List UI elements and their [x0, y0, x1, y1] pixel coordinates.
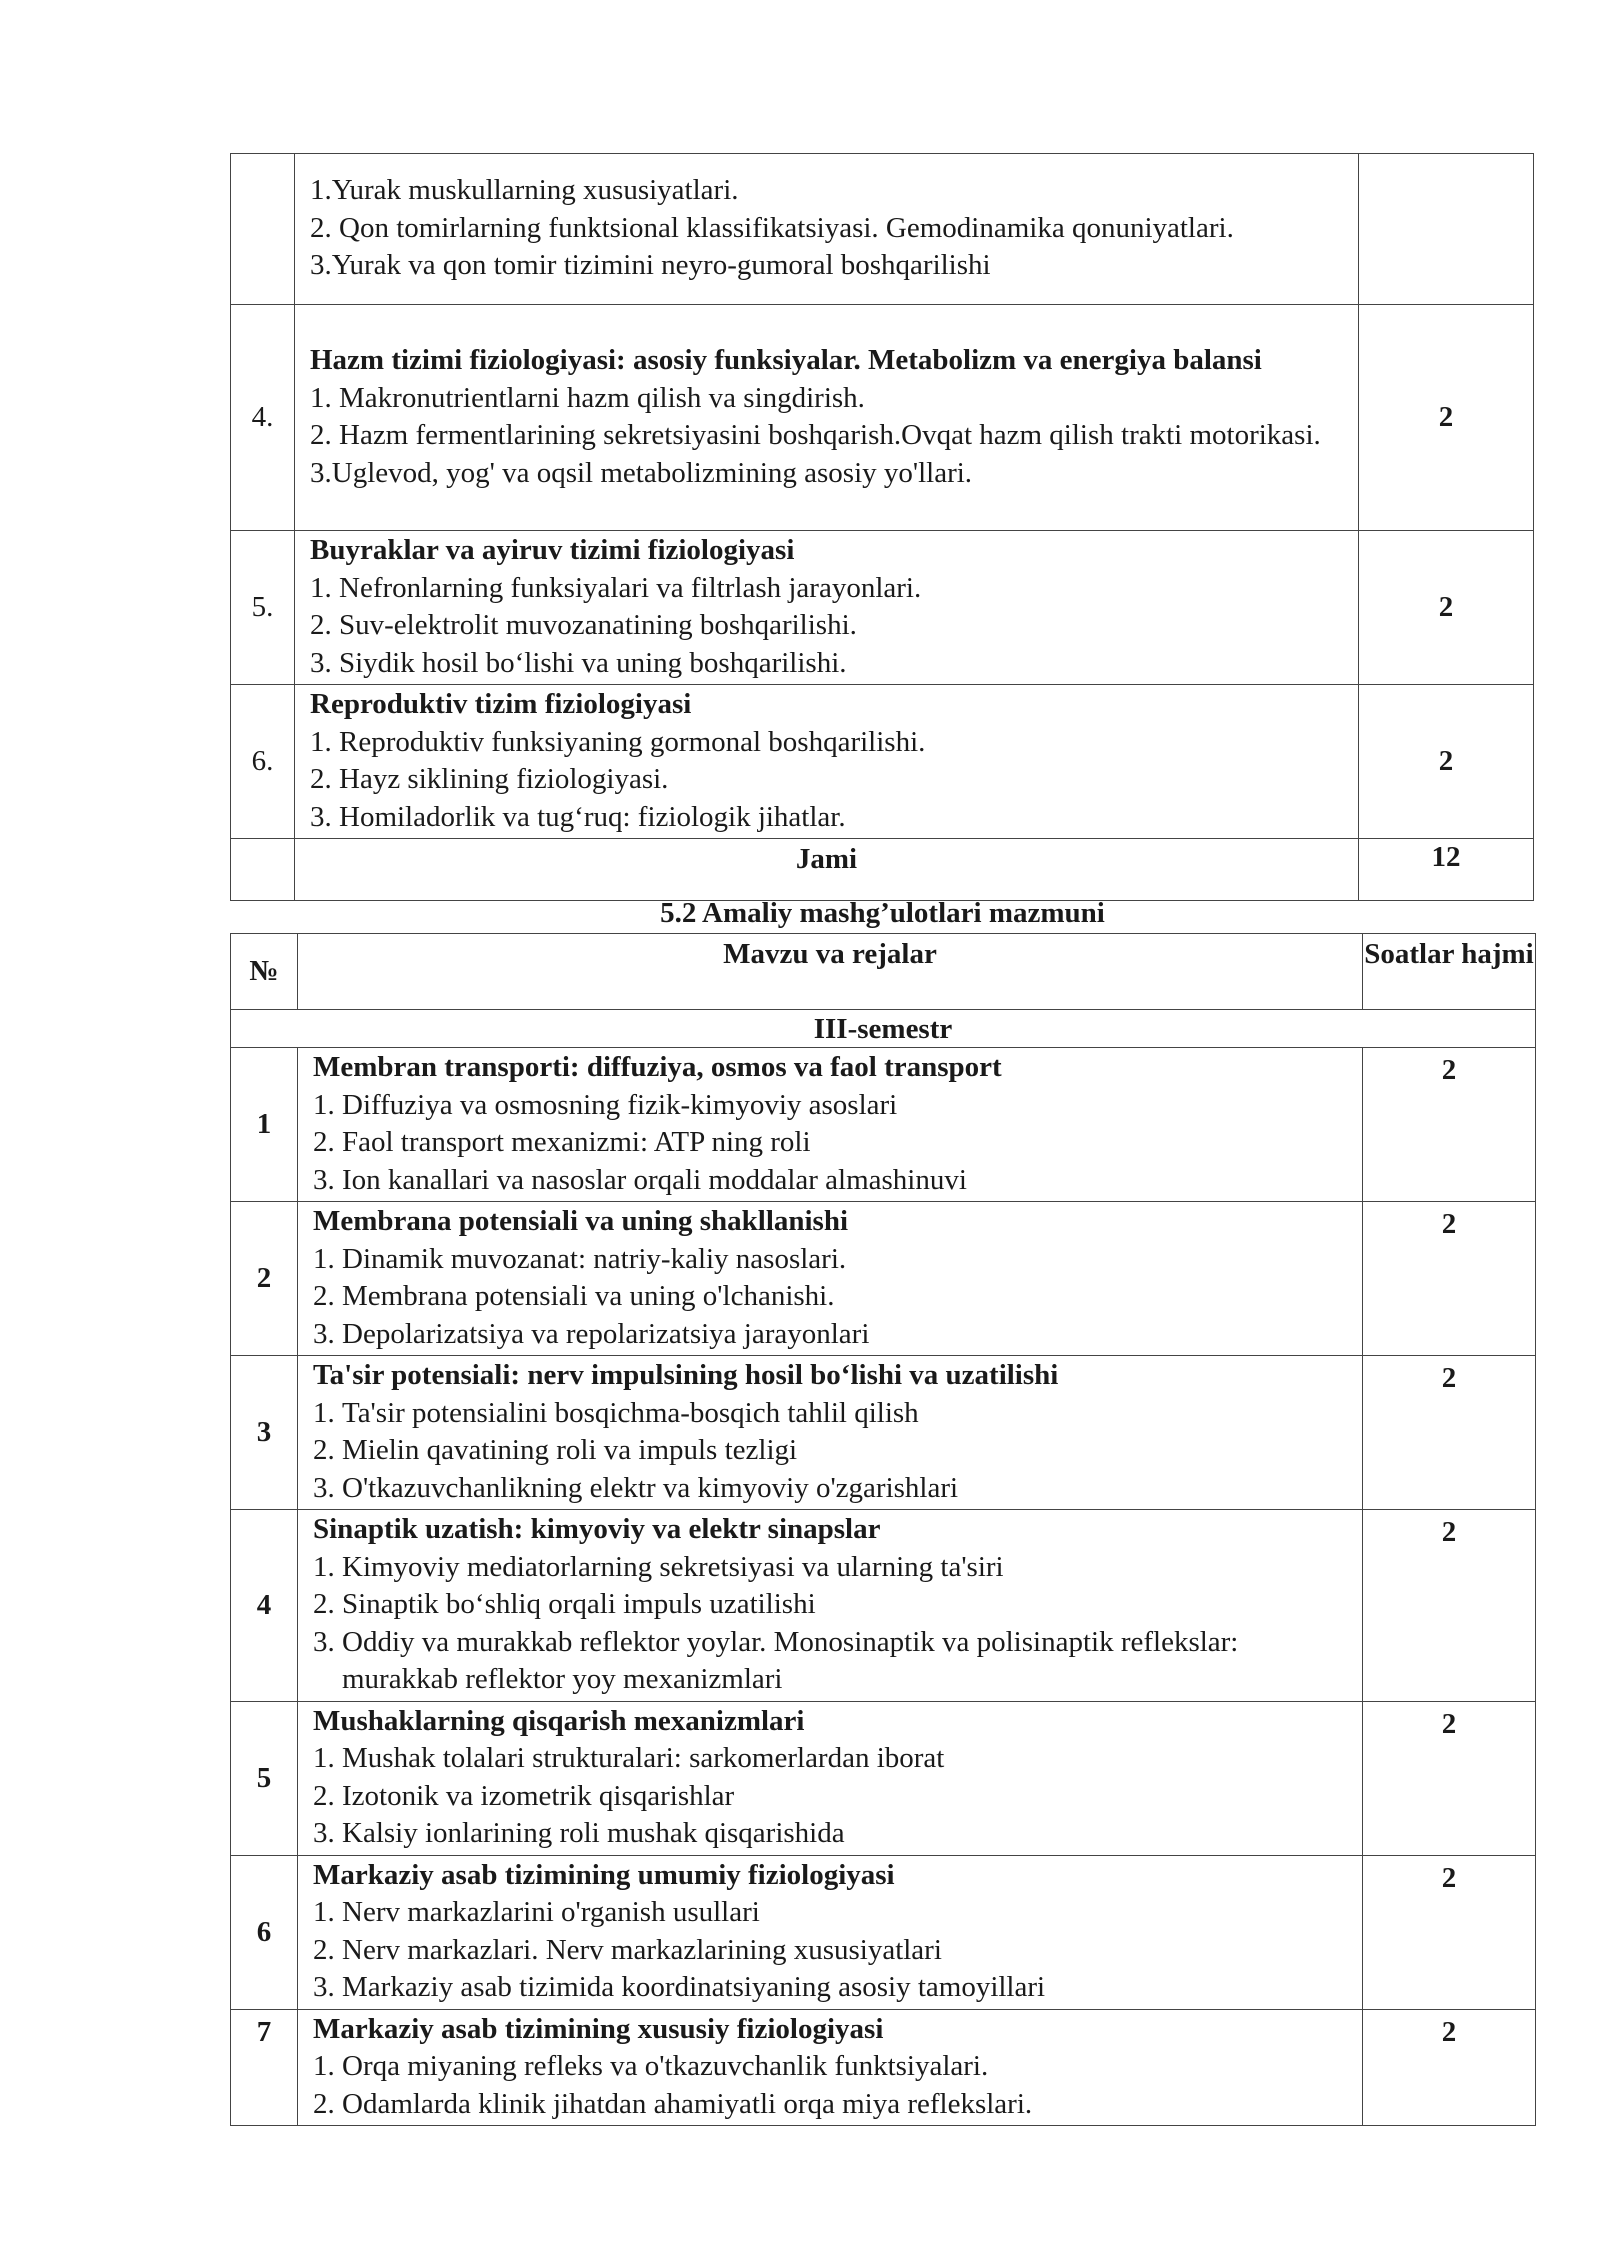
- header-topic: Mavzu va rejalar: [298, 934, 1363, 1010]
- list-item: 3. Kalsiy ionlarining roli mushak qisqarishida: [313, 1817, 845, 1849]
- hours-cell: 2: [1363, 1356, 1536, 1510]
- topic-cell: [298, 1356, 1363, 1510]
- list-item: 1. Orqa miyaning refleks va o'tkazuvchanlik funktsiyalari.: [313, 2050, 989, 2082]
- total-row: [231, 839, 1534, 901]
- header-row: [231, 934, 1536, 1010]
- topic-cell: [298, 1701, 1363, 1855]
- list-item: 2. Nerv markazlari. Nerv markazlarining xususiyatlari: [313, 1933, 942, 1966]
- topic-cell: [298, 1048, 1363, 1202]
- section-caption: 5.2 Amaliy mashg’ulotlari mazmuni: [660, 897, 1105, 929]
- list-item: 1.Yurak muskullarning xususiyatlari.: [310, 174, 739, 207]
- row-number: 5: [231, 1701, 298, 1855]
- hours-cell: 2: [1359, 685, 1534, 839]
- lecture-topics-table: [230, 153, 1534, 901]
- list-item: 3. Siydik hosil bo‘lishi va uning boshqarilishi.: [310, 646, 847, 679]
- topic-title: Hazm tizimi fiziologiyasi: asosiy funksiyalar. Metabolizm va energiya balansi: [310, 344, 1262, 376]
- row-number: 3: [231, 1356, 298, 1510]
- header-hours: Soatlar hajmi: [1363, 934, 1536, 1010]
- topic-title: Ta'sir potensiali: nerv impulsining hosil bo‘lishi va uzatilishi: [313, 1359, 1059, 1391]
- hours-cell: 2: [1363, 1701, 1536, 1855]
- empty-cell: [231, 839, 295, 901]
- topic-title: Mushaklarning qisqarish mexanizmlari: [313, 1704, 805, 1737]
- row-number: 6: [231, 1855, 298, 2009]
- table-row: [231, 1048, 1536, 1202]
- hours-cell: 2: [1363, 1202, 1536, 1356]
- semester-row: [231, 1010, 1536, 1048]
- row-number: 6.: [231, 685, 295, 839]
- hours-cell: 2: [1359, 305, 1534, 531]
- list-item: 2. Faol transport mexanizmi: ATP ning roli: [313, 1126, 811, 1158]
- topic-cell: [295, 154, 1359, 305]
- table-row: [231, 531, 1534, 685]
- header-number: №: [231, 934, 298, 1010]
- topic-cell: [298, 1855, 1363, 2009]
- topic-cell: [295, 685, 1359, 839]
- row-number: 7: [231, 2009, 298, 2126]
- list-item: 1. Reproduktiv funksiyaning gormonal boshqarilishi.: [310, 725, 926, 758]
- topic-title: Reproduktiv tizim fiziologiyasi: [310, 688, 692, 720]
- table-row: [231, 685, 1534, 839]
- row-number: [231, 154, 295, 305]
- list-item: 2. Odamlarda klinik jihatdan ahamiyatli orqa miya reflekslari.: [313, 2087, 1033, 2120]
- list-item: 2. Suv-elektrolit muvozanatining boshqarilishi.: [310, 609, 857, 641]
- list-item: 3. Oddiy va murakkab reflektor yoylar. Monosinaptik va polisinaptik reflekslar: murakkab reflektor yoy mexanizmlari: [313, 1625, 1239, 1695]
- row-number: 2: [231, 1202, 298, 1356]
- list-item: 1. Nerv markazlarini o'rganish usullari: [313, 1896, 760, 1928]
- list-item: 3. Homiladorlik va tug‘ruq: fiziologik jihatlar.: [310, 800, 846, 833]
- row-number: 1: [231, 1048, 298, 1202]
- total-label: Jami: [295, 839, 1359, 901]
- practical-topics-table: [230, 933, 1536, 2126]
- list-item: 2. Izotonik va izometrik qisqarishlar: [313, 1779, 735, 1812]
- table-row: [231, 305, 1534, 531]
- list-item: 2. Hazm fermentlarining sekretsiyasini boshqarish.Ovqat hazm qilish trakti motorikasi.: [310, 419, 1321, 451]
- list-item: 1. Kimyoviy mediatorlarning sekretsiyasi va ularning ta'siri: [313, 1550, 1004, 1583]
- list-item: 1. Mushak tolalari strukturalari: sarkomerlardan iborat: [313, 1742, 945, 1774]
- list-item: 3. Depolarizatsiya va repolarizatsiya jarayonlari: [313, 1317, 870, 1350]
- topic-cell: [298, 1202, 1363, 1356]
- list-item: 3.Yurak va qon tomir tizimini neyro-gumoral boshqarilishi: [310, 249, 991, 282]
- hours-cell: [1359, 154, 1534, 305]
- table-row: [231, 1701, 1536, 1855]
- list-item: 2. Hayz siklining fiziologiyasi.: [310, 763, 669, 795]
- table-row: [231, 2009, 1536, 2126]
- topic-title: Markaziy asab tizimining umumiy fiziologiyasi: [313, 1858, 895, 1891]
- list-item: 2. Mielin qavatining roli va impuls tezligi: [313, 1434, 798, 1466]
- table-row: [231, 154, 1534, 305]
- hours-cell: 2: [1359, 531, 1534, 685]
- topic-cell: [298, 2009, 1363, 2126]
- list-item: 3. Markaziy asab tizimida koordinatsiyaning asosiy tamoyillari: [313, 1971, 1046, 2003]
- topic-cell: [298, 1510, 1363, 1702]
- table-row: [231, 1510, 1536, 1702]
- list-item: 1. Makronutrientlarni hazm qilish va singdirish.: [310, 381, 865, 414]
- topic-title: Membran transporti: diffuziya, osmos va faol transport: [313, 1051, 1002, 1083]
- hours-cell: 2: [1363, 1855, 1536, 2009]
- topic-title: Sinaptik uzatish: kimyoviy va elektr sinapslar: [313, 1513, 881, 1545]
- table-row: [231, 1855, 1536, 2009]
- list-item: 2. Sinaptik bo‘shliq orqali impuls uzatilishi: [313, 1588, 816, 1620]
- table-row: [231, 1356, 1536, 1510]
- list-item: 1. Ta'sir potensialini bosqichma-bosqich tahlil qilish: [313, 1396, 919, 1429]
- semester-label: III-semestr: [231, 1010, 1536, 1048]
- list-item: 3. Ion kanallari va nasoslar orqali moddalar almashinuvi: [313, 1163, 967, 1196]
- list-item: 1. Diffuziya va osmosning fizik-kimyoviy asoslari: [313, 1088, 898, 1121]
- hours-cell: 2: [1363, 2009, 1536, 2126]
- list-item: 2. Qon tomirlarning funktsional klassifikatsiyasi. Gemodinamika qonuniyatlari.: [310, 211, 1234, 244]
- table-row: [231, 1202, 1536, 1356]
- list-item: 3.Uglevod, yog' va oqsil metabolizmining asosiy yo'llari.: [310, 456, 973, 489]
- topic-cell: [295, 531, 1359, 685]
- topic-cell: [295, 305, 1359, 531]
- list-item: 1. Dinamik muvozanat: natriy-kaliy nasoslari.: [313, 1242, 847, 1275]
- hours-cell: 2: [1363, 1048, 1536, 1202]
- topic-title: Buyraklar va ayiruv tizimi fiziologiyasi: [310, 534, 795, 566]
- list-item: 1. Nefronlarning funksiyalari va filtrlash jarayonlari.: [310, 571, 922, 604]
- list-item: 3. O'tkazuvchanlikning elektr va kimyoviy o'zgarishlari: [313, 1471, 959, 1504]
- row-number: 5.: [231, 531, 295, 685]
- total-hours: 12: [1359, 839, 1534, 901]
- list-item: 2. Membrana potensiali va uning o'lchanishi.: [313, 1280, 835, 1312]
- row-number: 4.: [231, 305, 295, 531]
- hours-cell: 2: [1363, 1510, 1536, 1702]
- topic-title: Membrana potensiali va uning shakllanishi: [313, 1205, 849, 1237]
- topic-title: Markaziy asab tizimining xususiy fiziologiyasi: [313, 2012, 884, 2045]
- row-number: 4: [231, 1510, 298, 1702]
